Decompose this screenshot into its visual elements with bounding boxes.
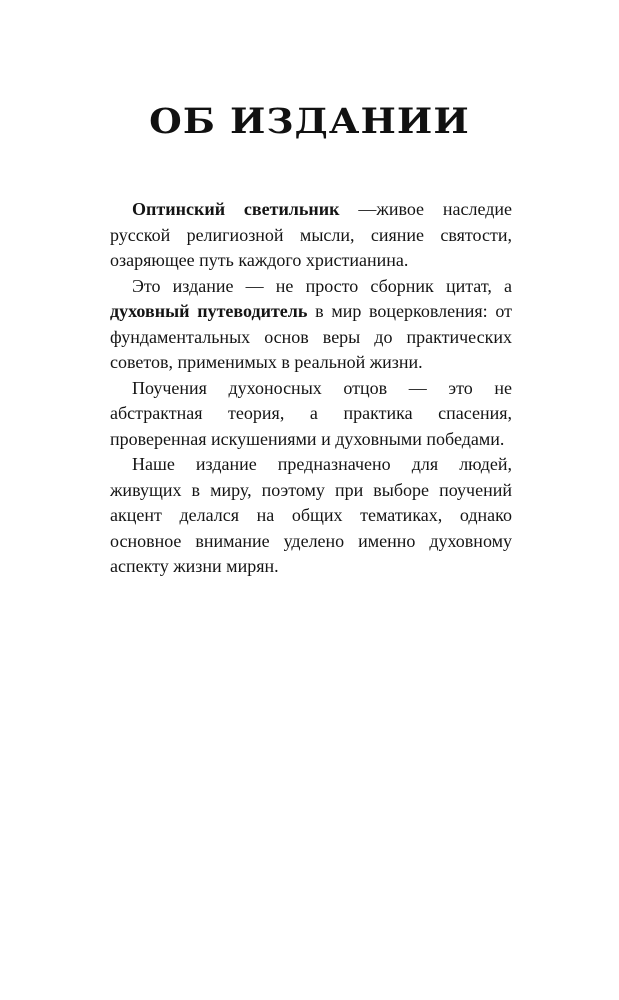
page-body [110, 197, 512, 580]
highlight-spiritual-guide: духовный путеводитель [110, 301, 308, 321]
page-title: ОБ ИЗДАНИИ [149, 101, 470, 142]
paragraph-1 [110, 197, 512, 274]
paragraph-2 [110, 274, 512, 376]
highlight-optina-lamp: Оптинский светильник [132, 199, 340, 219]
paragraph-1-text: —живое наследие русской религиозной мысли, сияние святости, озаряющее путь каждого христианина. [110, 199, 513, 270]
paragraph-4: Наше издание предназначено для людей, живущих в миру, поэтому при выборе поучений акцент делался на общих тематиках, однако основное внимание уделено именно духовному аспекту жизни мирян. [110, 454, 512, 576]
paragraph-2-text-after: в мир воцерковления: от фундаментальных основ веры до практических советов, применимых в реальной жизни. [110, 301, 512, 372]
paragraph-3: Поучения духоносных отцов — это не абстрактная теория, а практика спасения, проверенная искушениями и духовными победами. [110, 377, 512, 449]
paragraph-2-text-before: Это издание — не просто сборник цитат, а [132, 275, 512, 296]
